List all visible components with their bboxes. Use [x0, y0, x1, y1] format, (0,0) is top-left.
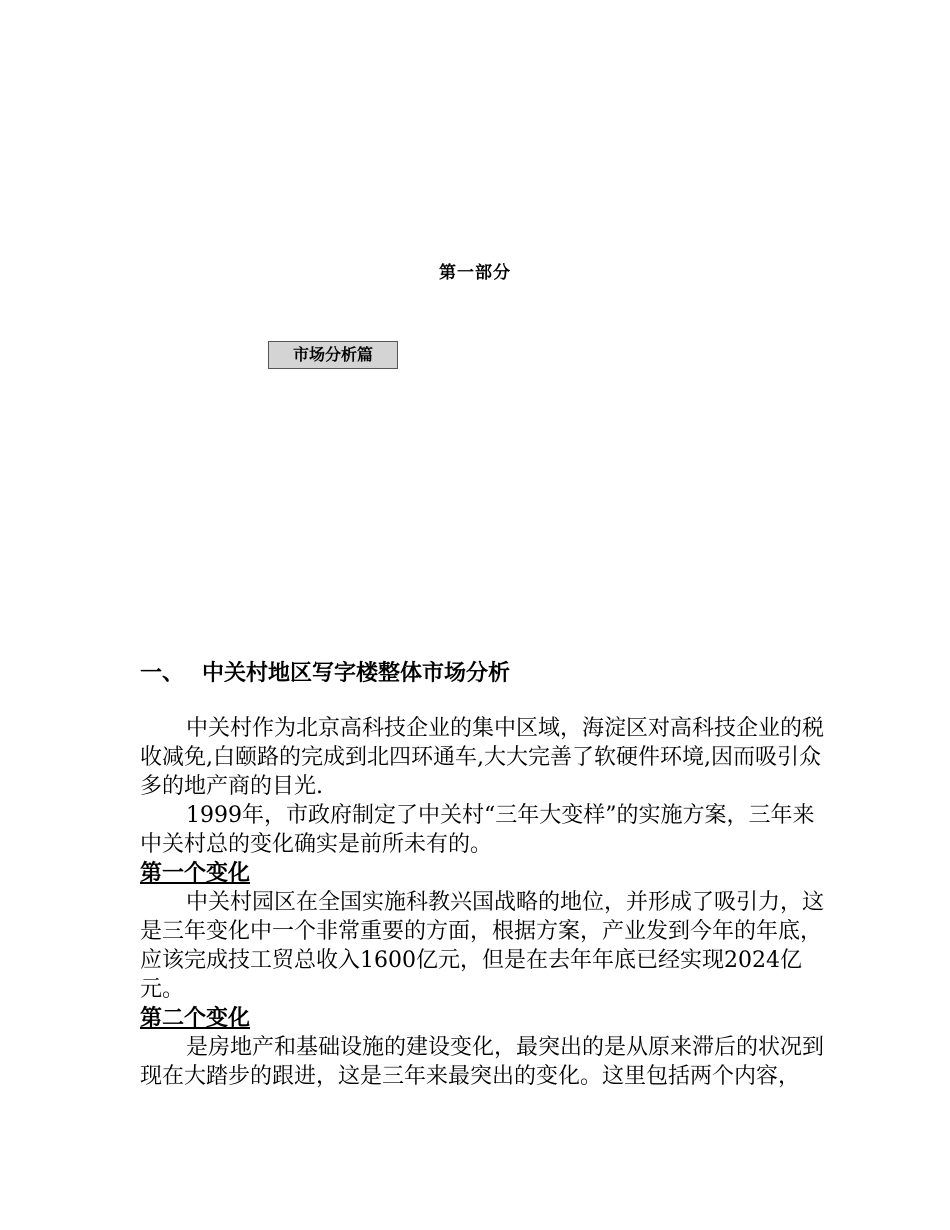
body-text [140, 714, 830, 1091]
paragraph-first-change: 中关村园区在全国实施科教兴国战略的地位，并形成了吸引力，这是三年变化中一个非常重要的方面，根据方案，产业发到今年的年底，应该完成技工贸总收入1600亿元，但是在去年年底已经实现2024亿元。 [140, 890, 825, 1002]
section-label-box: 市场分析篇 [268, 341, 398, 369]
paragraph-1999: 1999年，市政府制定了中关村“三年大变样”的实施方案，三年来中关村总的变化确实是前所未有的。 [140, 803, 815, 857]
heading-text: 中关村地区写字楼整体市场分析 [202, 660, 511, 686]
paragraph-second-change: 是房地产和基础设施的建设变化，最突出的是从原来滞后的状况到现在大踏步的跟进，这是三年来最突出的变化。这里包括两个内容， [140, 1035, 825, 1089]
section-heading [140, 658, 510, 688]
paragraph-intro: 中关村作为北京高科技企业的集中区域，海淀区对高科技企业的税收减免,白颐路的完成到北四环通车,大大完善了软硬件环境,因而吸引众多的地产商的目光. [140, 716, 825, 799]
heading-number: 一、 [140, 660, 185, 686]
subheading-second-change: 第二个变化 [140, 1005, 251, 1031]
subheading-first-change: 第一个变化 [140, 860, 251, 886]
part-title: 第一部分 [439, 263, 511, 283]
